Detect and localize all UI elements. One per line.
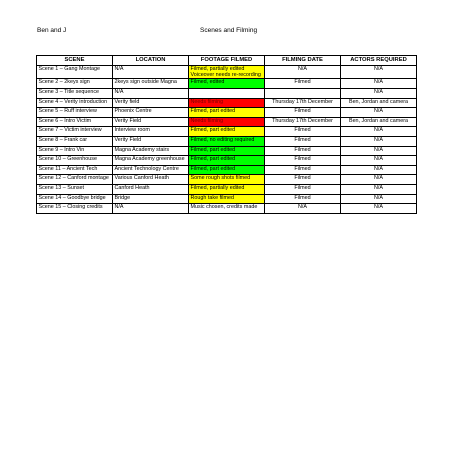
- scene-cell: Scene 11 – Ancient Tech: [37, 165, 113, 175]
- scene-cell: Scene 2 – 2keys sign: [37, 79, 113, 89]
- footage-cell: [189, 66, 265, 79]
- location-cell: Interview room: [113, 127, 189, 137]
- date-cell: [265, 89, 341, 99]
- scene-cell: Scene 8 – Frank car: [37, 136, 113, 146]
- footage-status-text: Filmed, partially edited: [190, 66, 245, 72]
- footage-cell: Rough take filmed: [189, 194, 265, 204]
- table-row: [37, 108, 417, 118]
- table-row: [37, 79, 417, 89]
- footage-cell: Filmed, part edited: [189, 146, 265, 156]
- scene-cell: Scene 14 – Goodbye bridge: [37, 194, 113, 204]
- column-header-actors: ACTORS REQUIRED: [341, 56, 417, 66]
- location-cell: Verity Field: [113, 117, 189, 127]
- location-cell: N/A: [113, 204, 189, 214]
- date-cell: Filmed: [265, 136, 341, 146]
- date-cell: Filmed: [265, 156, 341, 166]
- scene-cell: Scene 7 – Victim interview: [37, 127, 113, 137]
- column-header-scene: SCENE: [37, 56, 113, 66]
- date-cell: Filmed: [265, 175, 341, 185]
- actors-cell: N/A: [341, 204, 417, 214]
- column-header-location: LOCATION: [113, 56, 189, 66]
- author-label: Ben and J: [37, 27, 67, 34]
- scene-cell: Scene 1 – Gang Montage: [37, 66, 113, 79]
- table-row: [37, 194, 417, 204]
- location-cell: Magna Academy greenhouse: [113, 156, 189, 166]
- scene-cell: Scene 10 – Greenhouse: [37, 156, 113, 166]
- table-row: [37, 175, 417, 185]
- scene-cell: Scene 5 – Ruff interview: [37, 108, 113, 118]
- date-cell: Filmed: [265, 79, 341, 89]
- location-cell: N/A: [113, 89, 189, 99]
- location-cell: N/A: [113, 66, 189, 79]
- scene-cell: Scene 4 – Verity introduction: [37, 98, 113, 108]
- actors-cell: Ben, Jordan and camera: [341, 98, 417, 108]
- location-cell: 2keys sign outside Magna: [113, 79, 189, 89]
- footage-cell: [189, 89, 265, 99]
- scene-cell: Scene 15 – Closing credits: [37, 204, 113, 214]
- table-row: [37, 117, 417, 127]
- table-row: [37, 184, 417, 194]
- actors-cell: N/A: [341, 108, 417, 118]
- location-cell: Various Canford Heath: [113, 175, 189, 185]
- scenes-table: [36, 55, 417, 214]
- date-cell: N/A: [265, 66, 341, 79]
- footage-cell: Needs filming: [189, 117, 265, 127]
- actors-cell: Ben, Jordan and camera: [341, 117, 417, 127]
- actors-cell: N/A: [341, 79, 417, 89]
- table-row: [37, 156, 417, 166]
- column-header-footage: FOOTAGE FILMED: [189, 56, 265, 66]
- scene-cell: Scene 3 – Title sequence: [37, 89, 113, 99]
- location-cell: Bridge: [113, 194, 189, 204]
- table-row: [37, 98, 417, 108]
- actors-cell: N/A: [341, 165, 417, 175]
- table-row: [37, 165, 417, 175]
- document-title: Scenes and Filming: [200, 27, 258, 34]
- actors-cell: N/A: [341, 127, 417, 137]
- footage-cell: Filmed, part edited: [189, 127, 265, 137]
- actors-cell: N/A: [341, 175, 417, 185]
- footage-cell: Music chosen, credits made: [189, 204, 265, 214]
- footage-cell: Filmed, part edited: [189, 165, 265, 175]
- scene-cell: Scene 6 – Intro Victim: [37, 117, 113, 127]
- scene-cell: Scene 13 – Sunset: [37, 184, 113, 194]
- actors-cell: N/A: [341, 146, 417, 156]
- date-cell: Thursday 17th December: [265, 98, 341, 108]
- actors-cell: N/A: [341, 184, 417, 194]
- actors-cell: N/A: [341, 156, 417, 166]
- header-row: [37, 56, 417, 66]
- footage-note-text: Voiceover needs re-recording: [190, 72, 261, 79]
- actors-cell: N/A: [341, 194, 417, 204]
- location-cell: Phoenix Centre: [113, 108, 189, 118]
- footage-cell: Filmed, no editing required: [189, 136, 265, 146]
- column-header-date: FILMING DATE: [265, 56, 341, 66]
- scene-cell: Scene 9 – Intro Vin: [37, 146, 113, 156]
- table-row: [37, 127, 417, 137]
- date-cell: N/A: [265, 204, 341, 214]
- date-cell: Filmed: [265, 194, 341, 204]
- date-cell: Thursday 17th December: [265, 117, 341, 127]
- footage-cell: Filmed, partially edited: [189, 184, 265, 194]
- table-row: [37, 136, 417, 146]
- footage-cell: Needs filming: [189, 98, 265, 108]
- table-row: [37, 204, 417, 214]
- table-row: [37, 146, 417, 156]
- date-cell: Filmed: [265, 127, 341, 137]
- table-row: [37, 89, 417, 99]
- location-cell: Canford Heath: [113, 184, 189, 194]
- actors-cell: N/A: [341, 136, 417, 146]
- date-cell: Filmed: [265, 184, 341, 194]
- table-row: [37, 66, 417, 79]
- location-cell: Magna Academy stairs: [113, 146, 189, 156]
- location-cell: Verity field: [113, 98, 189, 108]
- footage-cell: Filmed, edited: [189, 79, 265, 89]
- location-cell: Verity Field: [113, 136, 189, 146]
- actors-cell: N/A: [341, 66, 417, 79]
- footage-cell: Some rough shots filmed: [189, 175, 265, 185]
- location-cell: Ancient Technology Centre: [113, 165, 189, 175]
- footage-cell: Filmed, part edited: [189, 156, 265, 166]
- date-cell: Filmed: [265, 165, 341, 175]
- footage-cell: Filmed, part edited: [189, 108, 265, 118]
- actors-cell: N/A: [341, 89, 417, 99]
- date-cell: Filmed: [265, 108, 341, 118]
- date-cell: Filmed: [265, 146, 341, 156]
- scene-cell: Scene 12 – Canford montage: [37, 175, 113, 185]
